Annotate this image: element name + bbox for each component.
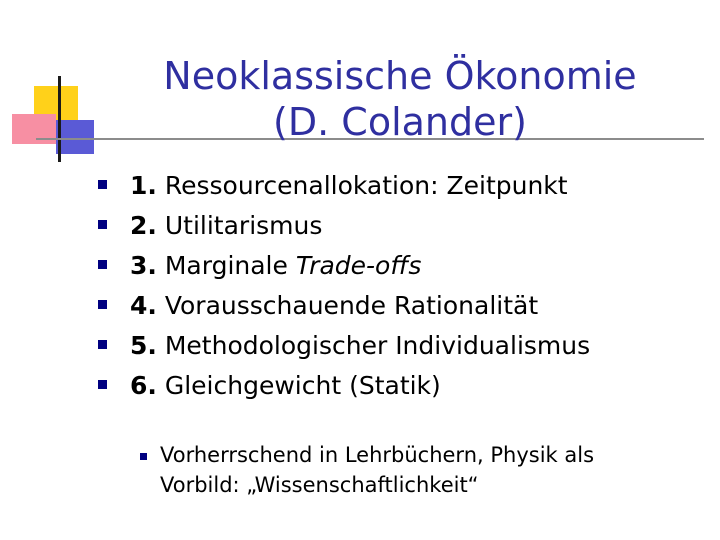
square-bullet-icon — [98, 340, 107, 349]
bullet-item — [0, 166, 720, 206]
bullet-item-text — [130, 326, 590, 366]
bullet-label: Ressourcenallokation: Zeitpunkt — [156, 171, 568, 200]
bullet-item — [0, 326, 720, 366]
bullet-number: 2. — [130, 211, 157, 240]
bullet-item — [0, 286, 720, 326]
sub-bullet-line-2: Vorbild: „Wissenschaftlichkeit“ — [160, 473, 479, 497]
square-bullet-icon — [140, 453, 147, 460]
bullet-item — [0, 206, 720, 246]
sub-bullet-line-1: Vorherrschend in Lehrbüchern, Physik als — [160, 443, 595, 467]
bullet-label: Utilitarismus — [156, 211, 323, 240]
bullet-label-italic: Trade-offs — [295, 251, 422, 280]
bullet-number: 1. — [130, 171, 157, 200]
square-bullet-icon — [98, 300, 107, 309]
square-bullet-icon — [98, 220, 107, 229]
bullet-item-text — [130, 286, 538, 326]
bullet-number: 3. — [130, 251, 157, 280]
bullet-item-text — [130, 366, 441, 406]
bullet-label: Vorausschauende Rationalität — [156, 291, 539, 320]
bullet-number: 5. — [130, 331, 157, 360]
bullet-number: 6. — [130, 371, 157, 400]
square-bullet-icon — [98, 380, 107, 389]
bullet-label: Marginale — [156, 251, 296, 280]
logo-blue-square — [56, 120, 94, 154]
slide-title-line-1: Neoklassische Ökonomie — [163, 54, 637, 99]
bullet-label: Gleichgewicht (Statik) — [156, 371, 441, 400]
square-bullet-icon — [98, 260, 107, 269]
bullet-item-text — [130, 206, 322, 246]
bullet-label: Methodologischer Individualismus — [156, 331, 591, 360]
bullet-number: 4. — [130, 291, 157, 320]
bullet-item-text — [130, 166, 568, 206]
bullet-item — [0, 366, 720, 406]
slide-title-line-2: (D. Colander) — [273, 100, 527, 145]
square-bullet-icon — [98, 180, 107, 189]
bullet-item — [0, 246, 720, 286]
bullet-item-text — [130, 246, 421, 286]
sub-bullet-text — [160, 440, 680, 500]
slide-title — [130, 53, 670, 145]
logo-vertical-line — [58, 76, 61, 162]
